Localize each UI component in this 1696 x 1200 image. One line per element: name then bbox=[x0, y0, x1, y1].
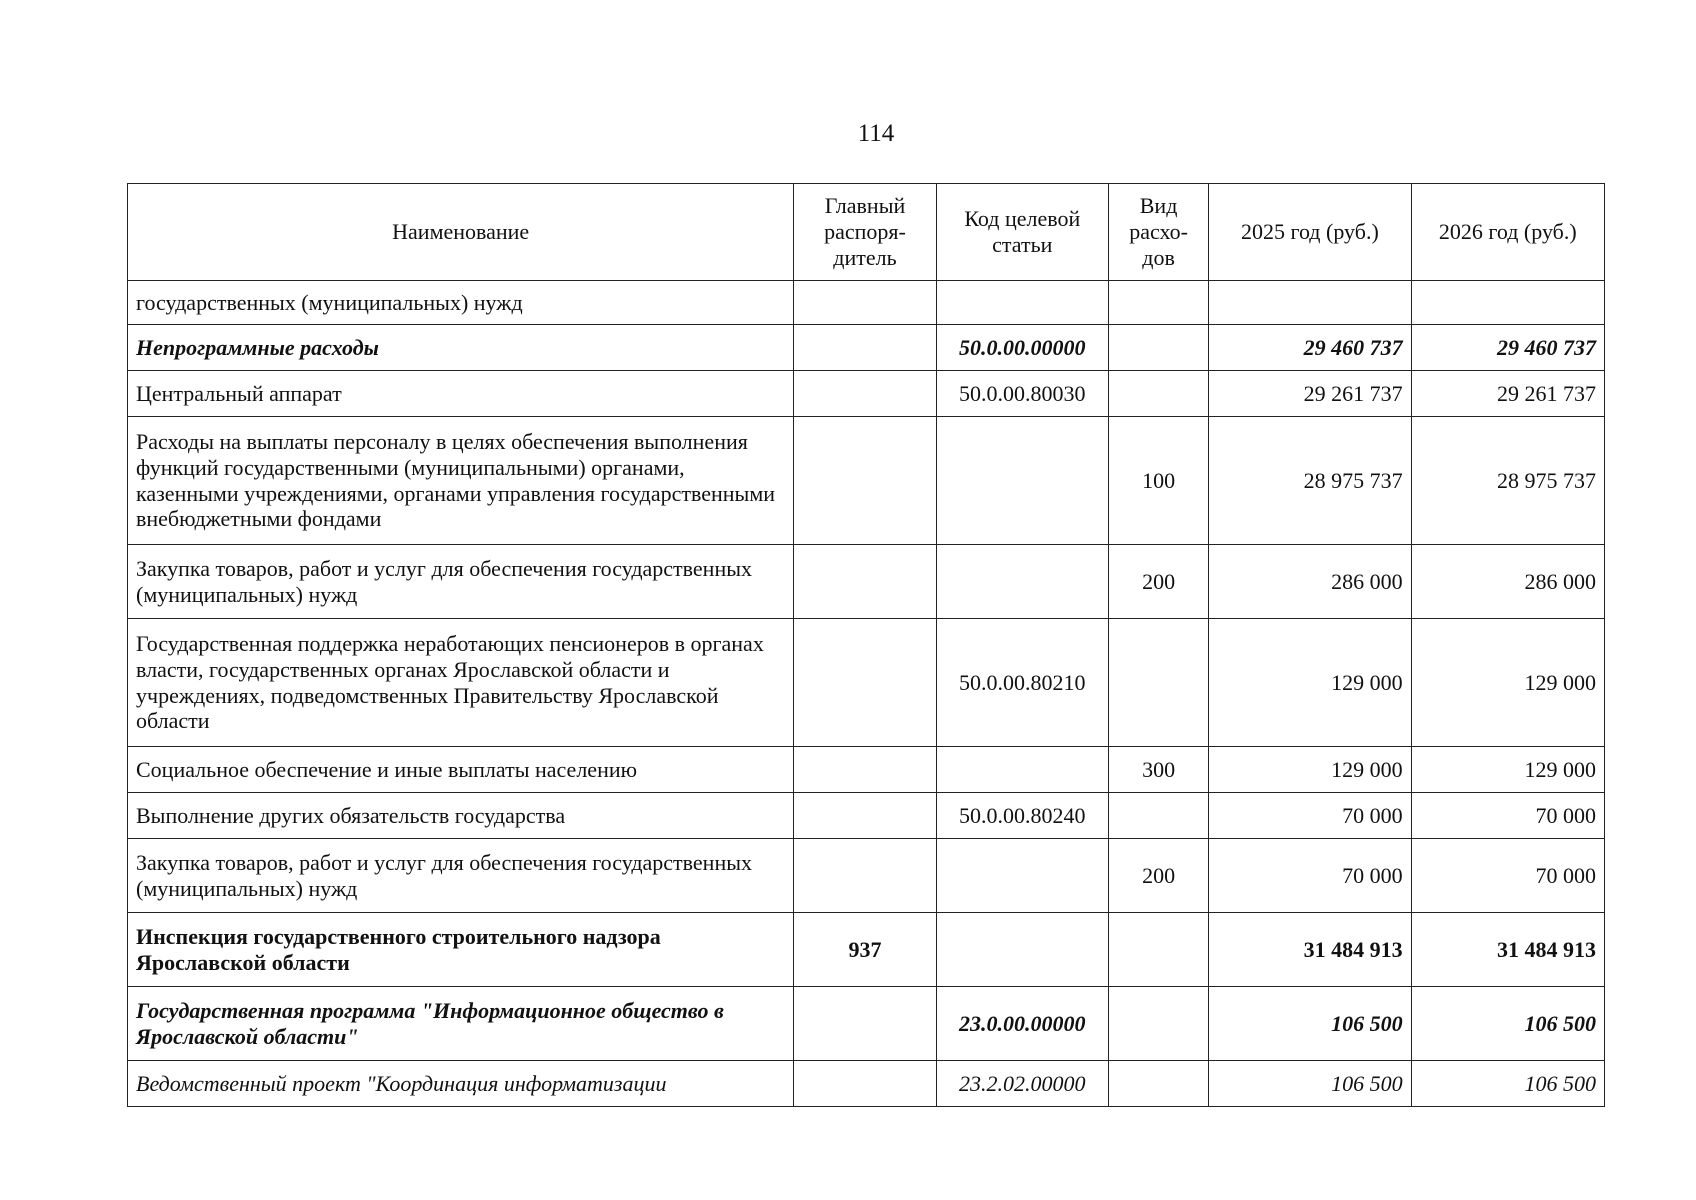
row-expense-type bbox=[1108, 281, 1208, 325]
row-expense-type bbox=[1108, 913, 1208, 987]
row-2026: 129 000 bbox=[1411, 619, 1604, 747]
row-expense-type bbox=[1108, 793, 1208, 839]
row-main-manager bbox=[794, 619, 936, 747]
row-2026: 29 460 737 bbox=[1411, 325, 1604, 371]
row-expense-type bbox=[1108, 371, 1208, 417]
header-2025: 2025 год (руб.) bbox=[1209, 184, 1411, 281]
row-target-code bbox=[936, 747, 1108, 793]
table-row bbox=[128, 839, 1605, 913]
table-row bbox=[128, 545, 1605, 619]
row-name: Закупка товаров, работ и услуг для обеспечения государственных (муниципальных) нужд bbox=[128, 545, 794, 619]
table-row bbox=[128, 417, 1605, 545]
row-2025: 28 975 737 bbox=[1209, 417, 1411, 545]
row-name: Государственная программа "Информационное общество в Ярославской области" bbox=[128, 987, 794, 1061]
row-target-code bbox=[936, 545, 1108, 619]
table-row bbox=[128, 1061, 1605, 1107]
row-2025: 106 500 bbox=[1209, 1061, 1411, 1107]
row-2025: 106 500 bbox=[1209, 987, 1411, 1061]
row-2026: 106 500 bbox=[1411, 987, 1604, 1061]
row-2026: 70 000 bbox=[1411, 793, 1604, 839]
row-2025 bbox=[1209, 281, 1411, 325]
row-target-code bbox=[936, 417, 1108, 545]
row-main-manager bbox=[794, 281, 936, 325]
row-target-code bbox=[936, 913, 1108, 987]
row-main-manager bbox=[794, 747, 936, 793]
table-row bbox=[128, 987, 1605, 1061]
row-target-code: 23.2.02.00000 bbox=[936, 1061, 1108, 1107]
table-row bbox=[128, 747, 1605, 793]
budget-table bbox=[127, 183, 1605, 1107]
row-2026: 70 000 bbox=[1411, 839, 1604, 913]
row-name: Социальное обеспечение и иные выплаты населению bbox=[128, 747, 794, 793]
table-row bbox=[128, 281, 1605, 325]
row-main-manager bbox=[794, 1061, 936, 1107]
table-row bbox=[128, 913, 1605, 987]
row-2025: 70 000 bbox=[1209, 839, 1411, 913]
row-2025: 29 460 737 bbox=[1209, 325, 1411, 371]
row-main-manager bbox=[794, 417, 936, 545]
row-name: Закупка товаров, работ и услуг для обеспечения государственных (муниципальных) нужд bbox=[128, 839, 794, 913]
row-2025: 129 000 bbox=[1209, 747, 1411, 793]
row-target-code bbox=[936, 839, 1108, 913]
row-2025: 29 261 737 bbox=[1209, 371, 1411, 417]
row-2025: 129 000 bbox=[1209, 619, 1411, 747]
row-main-manager bbox=[794, 545, 936, 619]
row-expense-type: 200 bbox=[1108, 839, 1208, 913]
row-target-code: 50.0.00.80240 bbox=[936, 793, 1108, 839]
row-target-code bbox=[936, 281, 1108, 325]
row-2025: 70 000 bbox=[1209, 793, 1411, 839]
row-target-code: 50.0.00.80210 bbox=[936, 619, 1108, 747]
table-row bbox=[128, 371, 1605, 417]
row-main-manager bbox=[794, 371, 936, 417]
table-row bbox=[128, 793, 1605, 839]
row-target-code: 23.0.00.00000 bbox=[936, 987, 1108, 1061]
header-target-code: Код целевой статьи bbox=[936, 184, 1108, 281]
table-header-row bbox=[128, 184, 1605, 281]
row-expense-type: 300 bbox=[1108, 747, 1208, 793]
row-name: Непрограммные расходы bbox=[128, 325, 794, 371]
row-name: государственных (муниципальных) нужд bbox=[128, 281, 794, 325]
row-2026: 129 000 bbox=[1411, 747, 1604, 793]
row-main-manager bbox=[794, 325, 936, 371]
header-main-manager: Главный распоря-дитель bbox=[794, 184, 936, 281]
row-2026: 106 500 bbox=[1411, 1061, 1604, 1107]
table-row bbox=[128, 325, 1605, 371]
row-name: Ведомственный проект "Координация информатизации bbox=[128, 1061, 794, 1107]
row-expense-type: 200 bbox=[1108, 545, 1208, 619]
row-name: Расходы на выплаты персоналу в целях обеспечения выполнения функций государственными (муниципальными) органами, казенными учреждениями, органами управления государственными внебюджетными фондами bbox=[128, 417, 794, 545]
row-2025: 286 000 bbox=[1209, 545, 1411, 619]
page-number: 114 bbox=[857, 120, 895, 147]
row-2025: 31 484 913 bbox=[1209, 913, 1411, 987]
row-name: Центральный аппарат bbox=[128, 371, 794, 417]
row-2026: 29 261 737 bbox=[1411, 371, 1604, 417]
row-expense-type bbox=[1108, 325, 1208, 371]
header-name: Наименование bbox=[128, 184, 794, 281]
header-2026: 2026 год (руб.) bbox=[1411, 184, 1604, 281]
row-target-code: 50.0.00.00000 bbox=[936, 325, 1108, 371]
row-expense-type bbox=[1108, 619, 1208, 747]
row-2026 bbox=[1411, 281, 1604, 325]
row-main-manager bbox=[794, 987, 936, 1061]
row-2026: 31 484 913 bbox=[1411, 913, 1604, 987]
row-expense-type bbox=[1108, 1061, 1208, 1107]
row-main-manager: 937 bbox=[794, 913, 936, 987]
row-target-code: 50.0.00.80030 bbox=[936, 371, 1108, 417]
row-2026: 286 000 bbox=[1411, 545, 1604, 619]
row-expense-type bbox=[1108, 987, 1208, 1061]
row-name: Инспекция государственного строительного надзора Ярославской области bbox=[128, 913, 794, 987]
row-name: Государственная поддержка неработающих пенсионеров в органах власти, государственных органах Ярославской области и учреждениях, подведомственных Правительству Ярославской области bbox=[128, 619, 794, 747]
row-name: Выполнение других обязательств государства bbox=[128, 793, 794, 839]
row-expense-type: 100 bbox=[1108, 417, 1208, 545]
table-row bbox=[128, 619, 1605, 747]
row-main-manager bbox=[794, 793, 936, 839]
header-expense-type: Вид расхо-дов bbox=[1108, 184, 1208, 281]
row-2026: 28 975 737 bbox=[1411, 417, 1604, 545]
row-main-manager bbox=[794, 839, 936, 913]
